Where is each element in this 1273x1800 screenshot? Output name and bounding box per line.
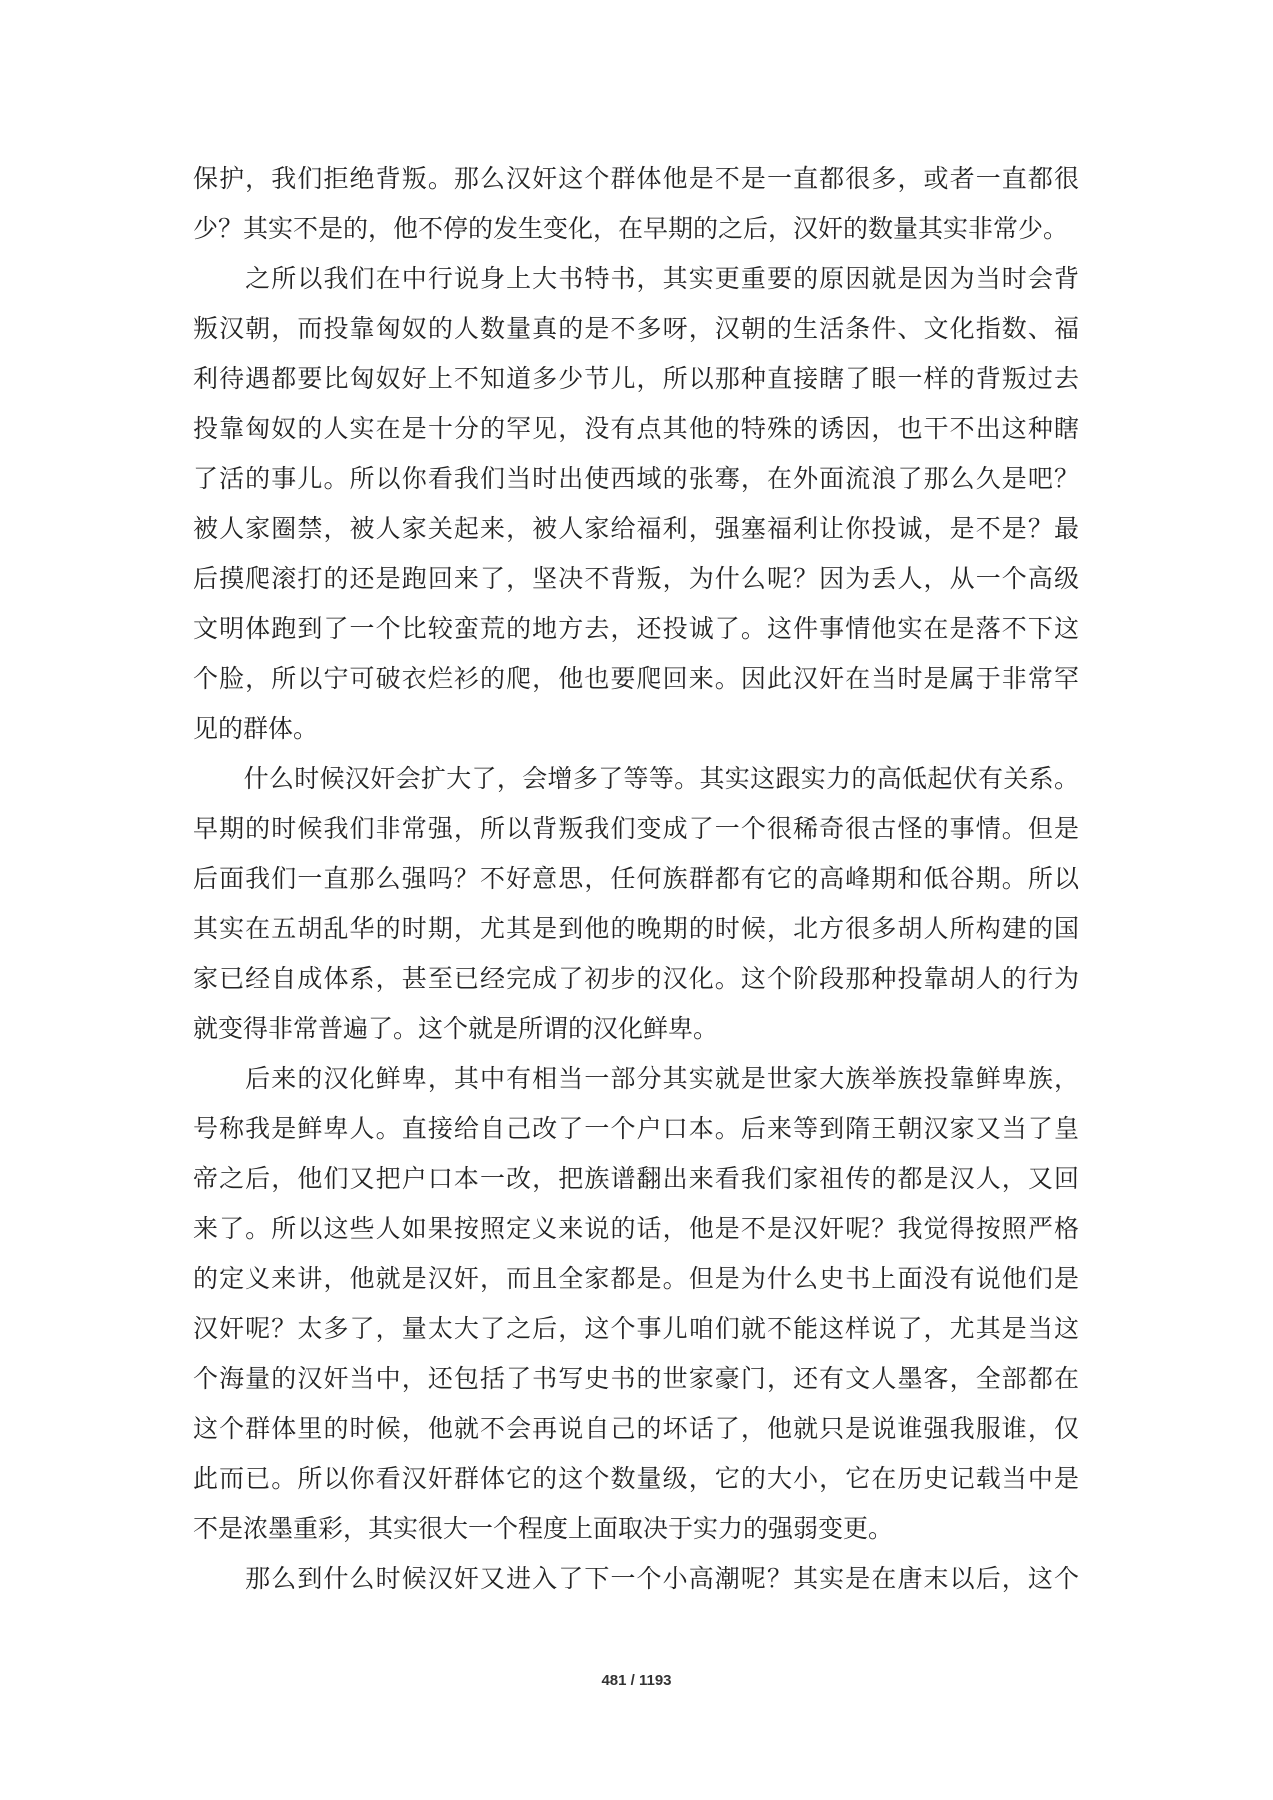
- text-line: 其实在五胡乱华的时期，尤其是到他的晚期的时候，北方很多胡人所构建的国: [193, 914, 1079, 943]
- text-line: 利待遇都要比匈奴好上不知道多少节儿，所以那种直接瞎了眼一样的背叛过去: [193, 364, 1079, 393]
- text-line: 号称我是鲜卑人。直接给自己改了一个户口本。后来等到隋王朝汉家又当了皇: [193, 1114, 1079, 1143]
- text-line: 后来的汉化鲜卑，其中有相当一部分其实就是世家大族举族投靠鲜卑族，: [193, 1064, 1079, 1093]
- text-line: 什么时候汉奸会扩大了，会增多了等等。其实这跟实力的高低起伏有关系。: [193, 764, 1079, 793]
- text-line: 个海量的汉奸当中，还包括了书写史书的世家豪门，还有文人墨客，全部都在: [193, 1364, 1079, 1393]
- text-line: 这个群体里的时候，他就不会再说自己的坏话了，他就只是说谁强我服谁，仅: [193, 1414, 1079, 1443]
- text-line: 后摸爬滚打的还是跑回来了，坚决不背叛，为什么呢？因为丢人，从一个高级: [193, 564, 1079, 593]
- body-text: [193, 154, 1079, 1604]
- text-line: 了活的事儿。所以你看我们当时出使西域的张骞，在外面流浪了那么久是吧？: [193, 464, 1079, 493]
- text-line: 见的群体。: [193, 714, 319, 743]
- text-line: 叛汉朝，而投靠匈奴的人数量真的是不多呀，汉朝的生活条件、文化指数、福: [193, 314, 1079, 343]
- text-line: 保护，我们拒绝背叛。那么汉奸这个群体他是不是一直都很多，或者一直都很: [193, 164, 1079, 193]
- text-line: 不是浓墨重彩，其实很大一个程度上面取决于实力的强弱变更。: [193, 1514, 894, 1543]
- text-line: 个脸，所以宁可破衣烂衫的爬，他也要爬回来。因此汉奸在当时是属于非常罕: [193, 664, 1079, 693]
- text-line: 就变得非常普遍了。这个就是所谓的汉化鲜卑。: [193, 1014, 719, 1043]
- text-line: 投靠匈奴的人实在是十分的罕见，没有点其他的特殊的诱因，也干不出这种瞎: [193, 414, 1079, 443]
- text-line: 汉奸呢？太多了，量太大了之后，这个事儿咱们就不能这样说了，尤其是当这: [193, 1314, 1079, 1343]
- text-line: 家已经自成体系，甚至已经完成了初步的汉化。这个阶段那种投靠胡人的行为: [193, 964, 1079, 993]
- text-line: 那么到什么时候汉奸又进入了下一个小高潮呢？其实是在唐末以后，这个: [193, 1564, 1079, 1593]
- text-line: 少？其实不是的，他不停的发生变化，在早期的之后，汉奸的数量其实非常少。: [193, 214, 1069, 243]
- text-line: 之所以我们在中行说身上大书特书，其实更重要的原因就是因为当时会背: [193, 264, 1079, 293]
- text-line: 文明体跑到了一个比较蛮荒的地方去，还投诚了。这件事情他实在是落不下这: [193, 614, 1079, 643]
- text-line: 早期的时候我们非常强，所以背叛我们变成了一个很稀奇很古怪的事情。但是: [193, 814, 1079, 843]
- text-line: 帝之后，他们又把户口本一改，把族谱翻出来看我们家祖传的都是汉人，又回: [193, 1164, 1079, 1193]
- text-line: 后面我们一直那么强吗？不好意思，任何族群都有它的高峰期和低谷期。所以: [193, 864, 1079, 893]
- page-number: 481 / 1193: [601, 1672, 672, 1689]
- text-line: 的定义来讲，他就是汉奸，而且全家都是。但是为什么史书上面没有说他们是: [193, 1264, 1079, 1293]
- text-line: 被人家圈禁，被人家关起来，被人家给福利，强塞福利让你投诚，是不是？最: [193, 514, 1079, 543]
- text-line: 来了。所以这些人如果按照定义来说的话，他是不是汉奸呢？我觉得按照严格: [193, 1214, 1079, 1243]
- text-line: 此而已。所以你看汉奸群体它的这个数量级，它的大小，它在历史记载当中是: [193, 1464, 1079, 1493]
